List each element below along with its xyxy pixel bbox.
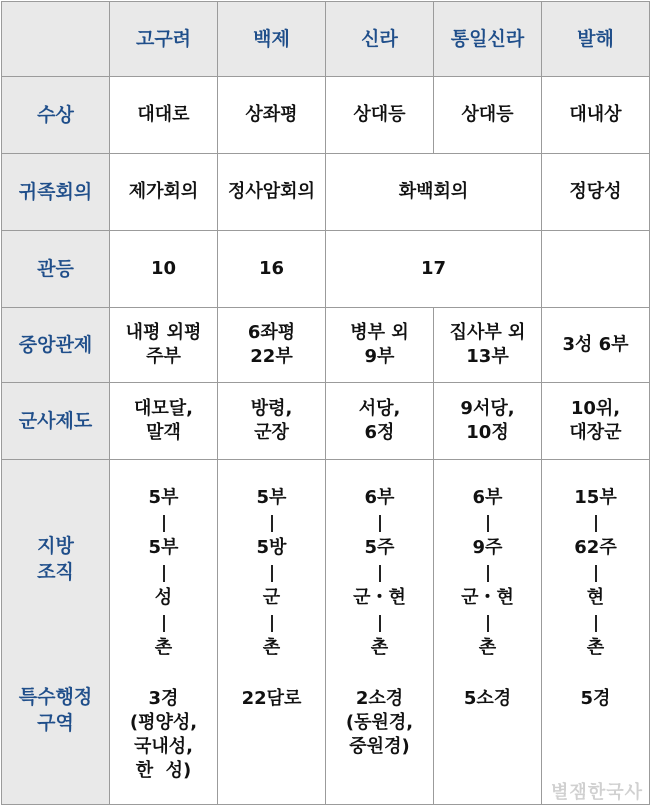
- local-label: [2, 533, 109, 585]
- cell-local-silla: [326, 460, 434, 805]
- cell-susang-unified-silla: 상대등: [434, 77, 542, 154]
- hierarchy-node: 6부: [364, 487, 395, 508]
- cell-line: 6정: [364, 422, 395, 443]
- local-wrap: [434, 460, 541, 798]
- hierarchy-node: 15부: [574, 487, 617, 508]
- row-label-military: 군사제도: [2, 383, 110, 460]
- cell-military-baekje: [218, 383, 326, 460]
- hierarchy-node: 촌: [262, 637, 281, 658]
- hierarchy-node: 현: [586, 587, 605, 608]
- cell-line: 2소경: [355, 688, 404, 709]
- cell-line: 서당,: [358, 398, 401, 419]
- corner-cell: [2, 2, 110, 77]
- row-rank: [2, 231, 650, 308]
- cell-council-balhae: 정당성: [542, 154, 650, 231]
- connector-line: [542, 510, 649, 535]
- hierarchy-node: 5부: [148, 487, 179, 508]
- cell-line: (평양성,: [129, 712, 198, 733]
- cell-local-baekje: [218, 460, 326, 805]
- row-noble-council: [2, 154, 650, 231]
- cell-central-balhae: [542, 308, 650, 383]
- hierarchy-node: 촌: [586, 637, 605, 658]
- connector-line: [218, 610, 325, 635]
- cell-local-goguryeo: [110, 460, 218, 805]
- connector-line: [326, 610, 433, 635]
- cell-local-balhae: [542, 460, 650, 805]
- header-silla: 신라: [326, 2, 434, 77]
- cell-rank-goguryeo: 10: [110, 231, 218, 308]
- row-susang: [2, 77, 650, 154]
- cell-line: 3성 6부: [562, 334, 629, 355]
- cell-line: 3경: [148, 688, 179, 709]
- cell-susang-baekje: 상좌평: [218, 77, 326, 154]
- cell-line: 대장군: [569, 422, 622, 443]
- local-hierarchy: [110, 485, 217, 660]
- cell-local-unified-silla: [434, 460, 542, 805]
- hierarchy-node: 5부: [148, 537, 179, 558]
- connector-line: [110, 560, 217, 585]
- hierarchy-node: 촌: [154, 637, 173, 658]
- cell-line: 말객: [146, 422, 181, 443]
- row-label-local: [2, 460, 110, 805]
- cell-line: 9부: [364, 346, 395, 367]
- local-hierarchy: [218, 485, 325, 660]
- row-label-susang: 수상: [2, 77, 110, 154]
- local-wrap: [218, 460, 325, 798]
- header-unified-silla: 통일신라: [434, 2, 542, 77]
- hierarchy-node: 군・현: [353, 587, 406, 608]
- hierarchy-node: 5방: [256, 537, 287, 558]
- local-wrap: [110, 460, 217, 798]
- cell-rank-baekje: 16: [218, 231, 326, 308]
- connector-line: [110, 510, 217, 535]
- hierarchy-node: 5부: [256, 487, 287, 508]
- header-row: [2, 2, 650, 77]
- cell-line: 병부 외: [350, 322, 409, 343]
- cell-line: 방령,: [250, 398, 293, 419]
- connector-line: [218, 510, 325, 535]
- cell-line: 13부: [466, 346, 509, 367]
- row-label-rank: 관등: [2, 231, 110, 308]
- cell-line: 10위,: [570, 398, 621, 419]
- connector-line: [434, 610, 541, 635]
- cell-line: 한 성): [135, 760, 192, 781]
- cell-line: 조직: [37, 561, 74, 583]
- local-wrap: [542, 460, 649, 798]
- cell-line: 특수행정: [18, 686, 93, 708]
- hierarchy-node: 62주: [574, 537, 617, 558]
- cell-rank-balhae: [542, 231, 650, 308]
- hierarchy-node: 촌: [370, 637, 389, 658]
- cell-military-balhae: [542, 383, 650, 460]
- cell-council-silla: 화백회의: [326, 154, 542, 231]
- local-label-wrap: [2, 460, 109, 798]
- watermark: 별잼한국사: [551, 782, 643, 803]
- cell-military-goguryeo: [110, 383, 218, 460]
- cell-line: 대모달,: [133, 398, 193, 419]
- cell-line: 22부: [250, 346, 293, 367]
- cell-line: (동원경,: [345, 712, 414, 733]
- connector-line: [434, 510, 541, 535]
- cell-line: 주부: [146, 346, 181, 367]
- cell-susang-balhae: 대내상: [542, 77, 650, 154]
- cell-line: 9서당,: [460, 398, 515, 419]
- cell-military-silla: [326, 383, 434, 460]
- cell-line: 지방: [37, 535, 74, 557]
- connector-line: [542, 560, 649, 585]
- header-baekje: 백제: [218, 2, 326, 77]
- row-label-noble-council: 귀족회의: [2, 154, 110, 231]
- cell-central-unified-silla: [434, 308, 542, 383]
- cell-rank-silla: 17: [326, 231, 542, 308]
- cell-military-unified-silla: [434, 383, 542, 460]
- cell-line: 22담로: [241, 688, 302, 709]
- cell-line: 5소경: [463, 688, 512, 709]
- cell-line: 내평 외평: [125, 322, 202, 343]
- row-central: [2, 308, 650, 383]
- hierarchy-node: 촌: [478, 637, 497, 658]
- hierarchy-node: 9주: [472, 537, 503, 558]
- special-region: [110, 687, 217, 783]
- cell-central-baekje: [218, 308, 326, 383]
- cell-central-silla: [326, 308, 434, 383]
- special-region-label: [2, 684, 109, 736]
- special-region: [542, 687, 649, 711]
- cell-susang-goguryeo: 대대로: [110, 77, 218, 154]
- cell-line: 집사부 외: [449, 322, 526, 343]
- header-balhae: 발해: [542, 2, 650, 77]
- history-comparison-table: [1, 1, 650, 805]
- cell-line: 군장: [254, 422, 289, 443]
- hierarchy-node: 군・현: [461, 587, 514, 608]
- hierarchy-node: 6부: [472, 487, 503, 508]
- connector-line: [434, 560, 541, 585]
- cell-line: 구역: [37, 712, 74, 734]
- hierarchy-node: 군: [262, 587, 281, 608]
- cell-line: 10정: [466, 422, 509, 443]
- cell-line: 중원경): [349, 736, 410, 757]
- header-goguryeo: 고구려: [110, 2, 218, 77]
- cell-council-baekje: 정사암회의: [218, 154, 326, 231]
- special-region: [326, 687, 433, 759]
- local-hierarchy: [434, 485, 541, 660]
- local-hierarchy: [542, 485, 649, 660]
- cell-susang-silla: 상대등: [326, 77, 434, 154]
- cell-line: 국내성,: [133, 736, 193, 757]
- local-wrap: [326, 460, 433, 798]
- row-military: [2, 383, 650, 460]
- cell-central-goguryeo: [110, 308, 218, 383]
- connector-line: [326, 510, 433, 535]
- cell-council-goguryeo: 제가회의: [110, 154, 218, 231]
- hierarchy-node: 5주: [364, 537, 395, 558]
- row-label-central: 중앙관제: [2, 308, 110, 383]
- connector-line: [110, 610, 217, 635]
- cell-line: 5경: [580, 688, 611, 709]
- hierarchy-node: 성: [154, 587, 173, 608]
- local-hierarchy: [326, 485, 433, 660]
- special-region: [218, 687, 325, 711]
- special-region: [434, 687, 541, 711]
- cell-line: 6좌평: [247, 322, 296, 343]
- connector-line: [326, 560, 433, 585]
- connector-line: [218, 560, 325, 585]
- row-local: [2, 460, 650, 805]
- connector-line: [542, 610, 649, 635]
